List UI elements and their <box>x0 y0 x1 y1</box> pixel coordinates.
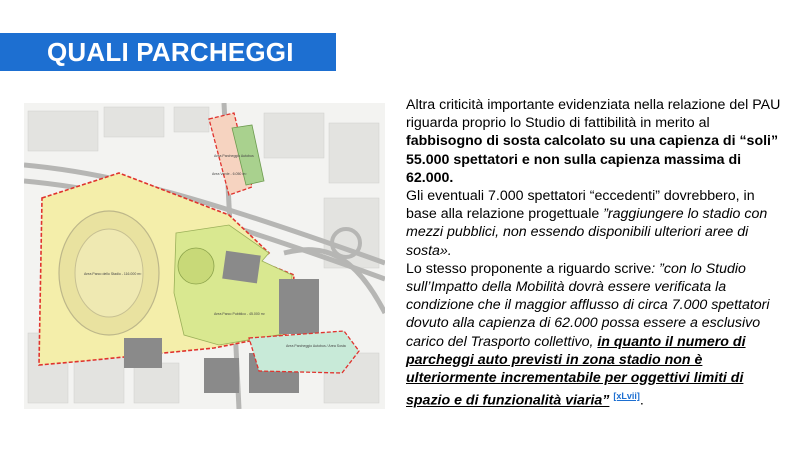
paragraph-2: Gli eventuali 7.000 spettatori “eccedenti” dovrebbero, in base alla relazione progettuale ”raggiungere lo stadio con mezzi pubblici, non essendo disponibili ulteriori aree di sosta». <box>406 188 768 259</box>
site-map <box>24 103 385 409</box>
map-label-nord: Area Parcheggio Autobus <box>214 154 254 158</box>
park-circle <box>178 248 214 284</box>
map-label-pubblica: Area Parco Pubblico - 45.000 m² <box>214 312 265 316</box>
paragraph-3: Lo stesso proponente a riguardo scrive: ”con lo Studio sull’Impatto della Mobilità dovrà essere verificata la condizione che il maggior afflusso di circa 7.000 spettatori dovuto alla capienza di 62.000 possa essere a esclusivo carico del Trasporto collettivo, in quanto il numero di parcheggi auto previsti in zona stadio non è ulteriormente incrementabile per oggettivi limiti di spazio e di funzionalità viaria” [xLvii]. <box>406 260 770 409</box>
paragraph-1: Altra criticità importante evidenziata nella relazione del PAU riguarda proprio lo Studio di fattibilità in merito al fabbisogno di sosta calcolato su una capienza di “soli” 55.000 spettatori e non sulla capienza massima di 62.000. <box>406 97 781 186</box>
slide-title: QUALI PARCHEGGI <box>47 37 294 67</box>
footnote-reference-link[interactable]: [xLvii] <box>613 391 640 402</box>
teal-zone-south <box>249 331 359 373</box>
title-bar <box>0 33 336 71</box>
body-text <box>406 96 786 410</box>
map-label-stadio: Area Parco dello Stadio - 116.000 m² <box>84 272 142 276</box>
map-label-verde: Area Verde - 6.050 m² <box>212 172 247 176</box>
map-label-sud: Area Parcheggio Autobus / Area Sosta <box>286 344 346 348</box>
site-map-drawing <box>24 103 385 409</box>
